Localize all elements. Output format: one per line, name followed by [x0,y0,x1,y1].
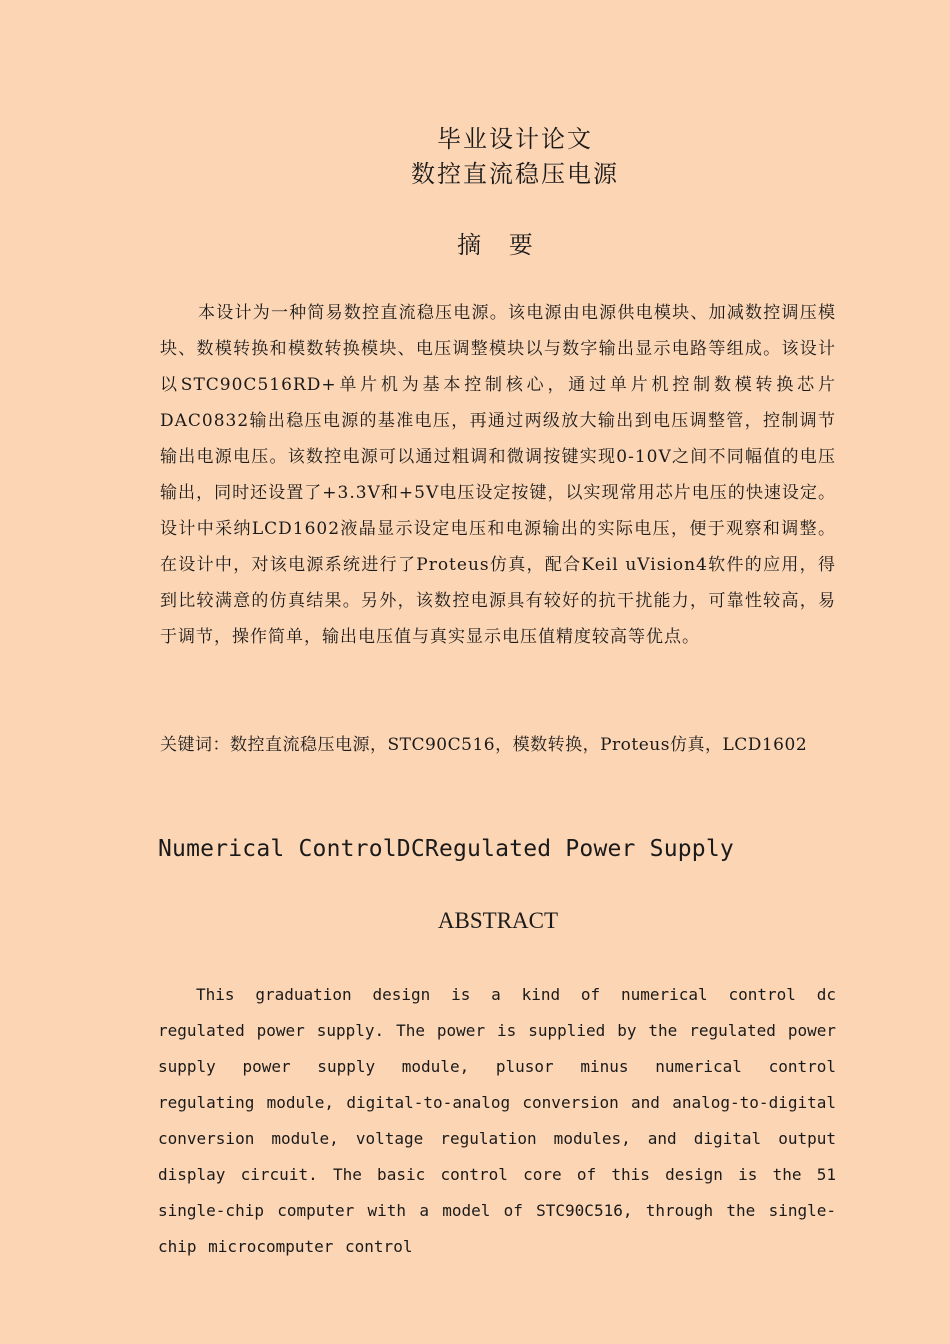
thesis-title-cn: 数控直流稳压电源 [411,160,619,188]
abstract-cn-heading: 摘 要 [457,231,543,259]
abstract-en-heading: ABSTRACT [437,908,559,933]
abstract-cn-body: 本设计为一种简易数控直流稳压电源。该电源由电源供电模块、加减数控调压模块、数模转换和模数转换模块、电压调整模块以与数字输出显示电路等组成。该设计以STC90C516RD+单片机为基本控制核心，通过单片机控制数模转换芯片DAC0832输出稳压电源的基准电压，再通过两级放大输出到电压调整管，控制调节输出电源电压。该数控电源可以通过粗调和微调按键实现0-10V之间不同幅值的电压输出，同时还设置了+3.3V和+5V电压设定按键，以实现常用芯片电压的快速设定。设计中采纳LCD1602液晶显示设定电压和电源输出的实际电压，便于观察和调整。在设计中，对该电源系统进行了Proteus仿真，配合Keil uVision4软件的应用，得到比较满意的仿真结果。另外，该数控电源具有较好的抗干扰能力，可靠性较高，易于调节，操作简单，输出电压值与真实显示电压值精度较高等优点。 [160,303,836,647]
thesis-title-en: Numerical ControlDCRegulated Power Supply [158,836,734,862]
keywords-cn: 关键词：数控直流稳压电源，STC90C516，模数转换，Proteus仿真，LCD1602 [160,735,808,755]
abstract-en-body: This graduation design is a kind of numerical control dc regulated power supply. The power is supplied by the regulated power supply power supply module, plusor minus numerical control regulating module, digital-to-analog conversion and analog-to-digital conversion module, voltage regulation modules, and digital output display circuit. The basic control core of this design is the 51 single-chip computer with a model of STC90C516, through the single-chip microcomputer control [158,985,836,1256]
thesis-type-title: 毕业设计论文 [437,125,593,153]
